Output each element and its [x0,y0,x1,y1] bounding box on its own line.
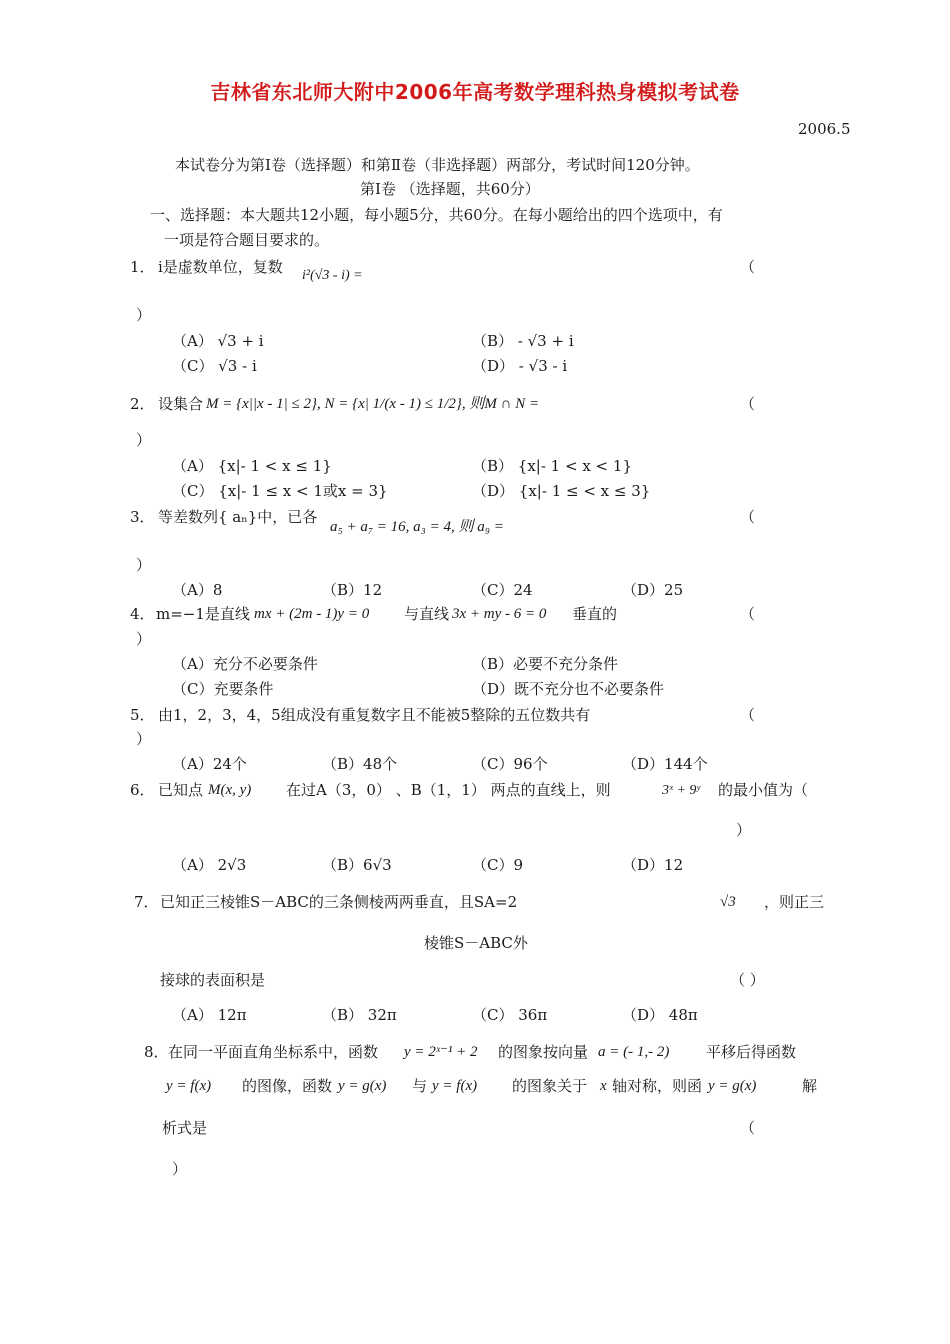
option-a: （A） 12π [172,1006,247,1024]
question-number: 5． [130,706,155,724]
option-d: （D）25 [622,581,684,599]
question-text: 由1，2，3，4，5组成没有重复数字且不能被5整除的五位数共有 [158,706,591,724]
page-title: 吉林省东北师大附中2006年高考数学理科热身模拟考试卷 [210,80,740,104]
answer-bracket-close: ） [736,821,752,839]
option-d: （D） {x|- 1 ≤ < x ≤ 3} [472,482,651,500]
question-text-tail: ，则正三 [764,893,825,911]
option-c: （C）充要条件 [172,680,274,698]
question-text-l2b: 与 [412,1077,428,1095]
exam-date: 2006.5 [798,120,851,138]
question-text-l1b: 的图象按向量 [498,1043,589,1061]
option-a: （A） {x|- 1 < x ≤ 1} [172,457,332,475]
answer-bracket-close: ） [136,556,152,574]
question-number: 1． [130,258,155,276]
question-number: 2． [130,395,155,413]
option-a: （A） √3 + i [172,332,264,350]
option-a: （A）充分不必要条件 [172,655,318,673]
answer-bracket: （ ） [730,971,765,989]
question-text: 已知正三棱锥S－ABC的三条侧棱两两垂直，且SA=2 [160,893,518,911]
option-c: （C） √3 - i [172,357,257,375]
question-number: 8． [144,1043,169,1061]
option-a: （A）24个 [172,755,247,773]
question-expression: √3 [720,894,736,910]
question-text-l2a: 的图像，函数 [242,1077,333,1095]
question-expression: i²(√3 - i) = [302,268,363,283]
question-expression-2: 3ˣ + 9ʸ [662,783,700,798]
question-expression-l2-1: y = f(x) [166,1078,212,1094]
answer-bracket-close: ） [136,630,152,648]
option-d: （D） 48π [622,1006,698,1024]
answer-bracket-open: （ [740,1119,756,1137]
answer-bracket-open: （ [740,508,756,526]
question-text-l1c: 平移后得函数 [706,1043,797,1061]
question-expression-l1-2: a = (- 1,- 2) [598,1044,670,1060]
option-b: （B） {x|- 1 < x < 1} [472,457,632,475]
question-text-line2: 棱锥S－ABC外 [424,934,528,952]
question-number: 6． [130,781,155,799]
question-text-mid: 在过A（3，0） 、B（1，1） 两点的直线上，则 [286,781,611,799]
option-d: （D）12 [622,856,684,874]
question-number: 4． [130,605,155,623]
question-text-l2c: 的图象关于 [512,1077,588,1095]
answer-bracket-open: （ [740,706,756,724]
option-b: （B） - √3 + i [472,332,574,350]
option-b: （B）12 [322,581,383,599]
answer-bracket-open: （ [740,605,756,623]
question-expression-l2-3: y = f(x) [432,1078,478,1094]
option-d: （D）144个 [622,755,708,773]
option-b: （B）必要不充分条件 [472,655,619,673]
intro-text: 本试卷分为第Ⅰ卷（选择题）和第Ⅱ卷（非选择题）两部分，考试时间120分钟。 [175,156,700,174]
question-expression: a₅ + a₇ = 16, a₃ = 4, 则 a₉ = [330,519,504,535]
question-expression-l2-5: y = g(x) [708,1078,757,1094]
question-text-pre: m=−1是直线 [156,605,250,623]
answer-bracket-close: ） [172,1160,188,1178]
answer-bracket-close: ） [136,730,152,748]
question-text-l3: 析式是 [162,1119,208,1137]
option-a: （A）8 [172,581,223,599]
question-text: i是虚数单位，复数 [158,258,283,276]
option-c: （C） {x|- 1 ≤ x < 1或x = 3} [172,482,388,500]
question-expression-l2-4: x [600,1078,607,1094]
option-c: （C）96个 [472,755,548,773]
question-expression: M = {x||x - 1| ≤ 2}, N = {x| 1/(x - 1) ≤ 1/2}, 则M ∩ N = [206,396,540,412]
question-expression-1: mx + (2m - 1)y = 0 [254,606,370,622]
answer-bracket-close: ） [136,306,152,324]
answer-bracket-open: （ [740,258,756,276]
question-expression-2: 3x + my - 6 = 0 [452,606,547,622]
option-b: （B） 32π [322,1006,397,1024]
question-text-post: 的最小值为（ [718,781,809,799]
question-expression-1: M(x, y) [208,782,252,798]
question-text-line3: 接球的表面积是 [160,971,266,989]
question-text: 设集合 [158,395,204,413]
section-instructions-line2: 一项是符合题目要求的。 [164,231,330,249]
option-d: （D）既不充分也不必要条件 [472,680,665,698]
section-instructions-line1: 一、选择题：本大题共12小题，每小题5分，共60分。在每小题给出的四个选项中，有 [150,206,723,224]
option-c: （C）9 [472,856,524,874]
option-a: （A） 2√3 [172,856,247,874]
question-text: 等差数列{ aₙ}中，已各 [158,508,318,526]
option-b: （B）48个 [322,755,398,773]
question-expression-l1-1: y = 2ˣ⁻¹ + 2 [404,1044,478,1060]
part1-heading: 第Ⅰ卷 （选择题，共60分） [360,180,540,198]
question-text-l1a: 在同一平面直角坐标系中，函数 [168,1043,379,1061]
question-number: 3． [130,508,155,526]
question-text-pre: 已知点 [158,781,204,799]
option-c: （C） 36π [472,1006,548,1024]
option-c: （C）24 [472,581,533,599]
option-d: （D） - √3 - i [472,357,568,375]
question-expression-l2-2: y = g(x) [338,1078,387,1094]
question-text-l2f: 解 [802,1077,818,1095]
question-text-mid: 与直线 [404,605,450,623]
answer-bracket-open: （ [740,395,756,413]
question-number: 7． [134,893,159,911]
question-text-post: 垂直的 [572,605,618,623]
option-b: （B）6√3 [322,856,392,874]
answer-bracket-close: ） [136,431,152,449]
question-text-l2d: 轴对称，则函 [612,1077,703,1095]
